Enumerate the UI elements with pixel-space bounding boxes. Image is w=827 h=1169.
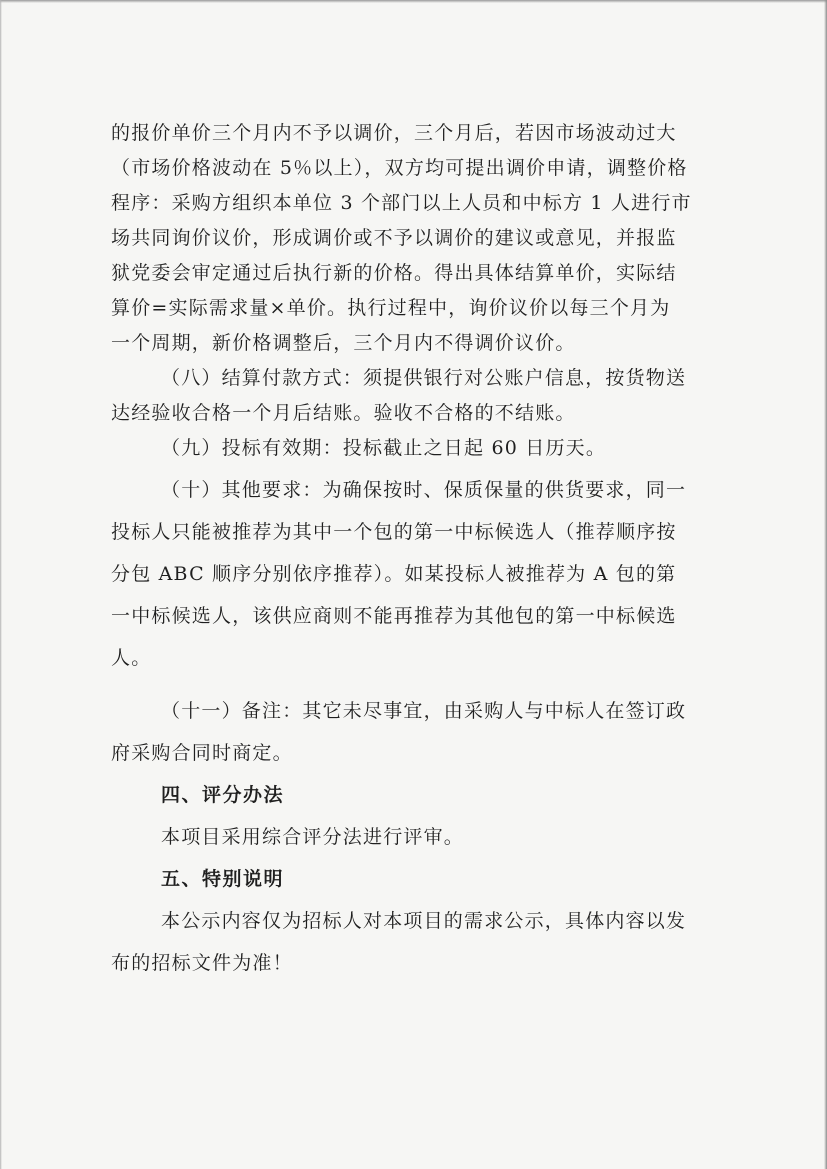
text-line: （市场价格波动在 5％以上），双方均可提出调价申请，调整价格	[111, 157, 688, 179]
text-line: 算价=实际需求量×单价。执行过程中，询价议价以每三个月为	[111, 297, 671, 319]
text-line: 投标人只能被推荐为其中一个包的第一中标候选人（推荐顺序按	[111, 521, 677, 543]
text-line: 一个周期，新价格调整后，三个月内不得调价议价。	[111, 332, 576, 354]
scan-edge-left	[0, 0, 2, 1169]
document-body	[111, 116, 729, 981]
section-heading: 五、特别说明	[161, 868, 285, 890]
item-settlement-payment	[111, 361, 729, 431]
text-line: 布的招标文件为准！	[111, 952, 293, 974]
text-line: 狱党委会审定通过后执行新的价格。得出具体结算单价，实际结	[111, 262, 677, 284]
text-line: 场共同询价议价，形成调价或不予以调价的建议或意见，并报监	[111, 227, 677, 249]
item-remarks	[111, 694, 729, 771]
text-line: 的报价单价三个月内不予以调价，三个月后，若因市场波动过大	[111, 122, 677, 144]
section-scoring-method	[111, 778, 729, 855]
paragraph-pricing	[111, 116, 729, 361]
section-special-notes	[111, 862, 729, 981]
text-line: 程序：采购方组织本单位 3 个部门以上人员和中标方 1 人进行市	[111, 192, 692, 214]
item-other-requirements	[111, 473, 729, 676]
text-line: 本项目采用综合评分法进行评审。	[161, 826, 465, 848]
text-line: 分包 ABC 顺序分别依序推荐）。如某投标人被推荐为 A 包的第	[111, 563, 677, 585]
item-bid-validity	[111, 431, 729, 466]
text-line: 人。	[111, 647, 152, 669]
text-line: （十一）备注：其它未尽事宜，由采购人与中标人在签订政	[161, 700, 687, 722]
section-heading: 四、评分办法	[161, 784, 285, 806]
text-line: 府采购合同时商定。	[111, 742, 293, 764]
text-line: 一中标候选人，该供应商则不能再推荐为其他包的第一中标候选	[111, 605, 677, 627]
text-line: （十）其他要求：为确保按时、保质保量的供货要求，同一	[161, 479, 687, 501]
text-line: 本公示内容仅为招标人对本项目的需求公示，具体内容以发	[161, 910, 687, 932]
text-line: （八）结算付款方式：须提供银行对公账户信息，按货物送	[161, 367, 687, 389]
scan-edge-top	[0, 0, 827, 3]
text-line: （九）投标有效期：投标截止之日起 60 日历天。	[161, 437, 607, 459]
text-line: 达经验收合格一个月后结账。验收不合格的不结账。	[111, 402, 576, 424]
